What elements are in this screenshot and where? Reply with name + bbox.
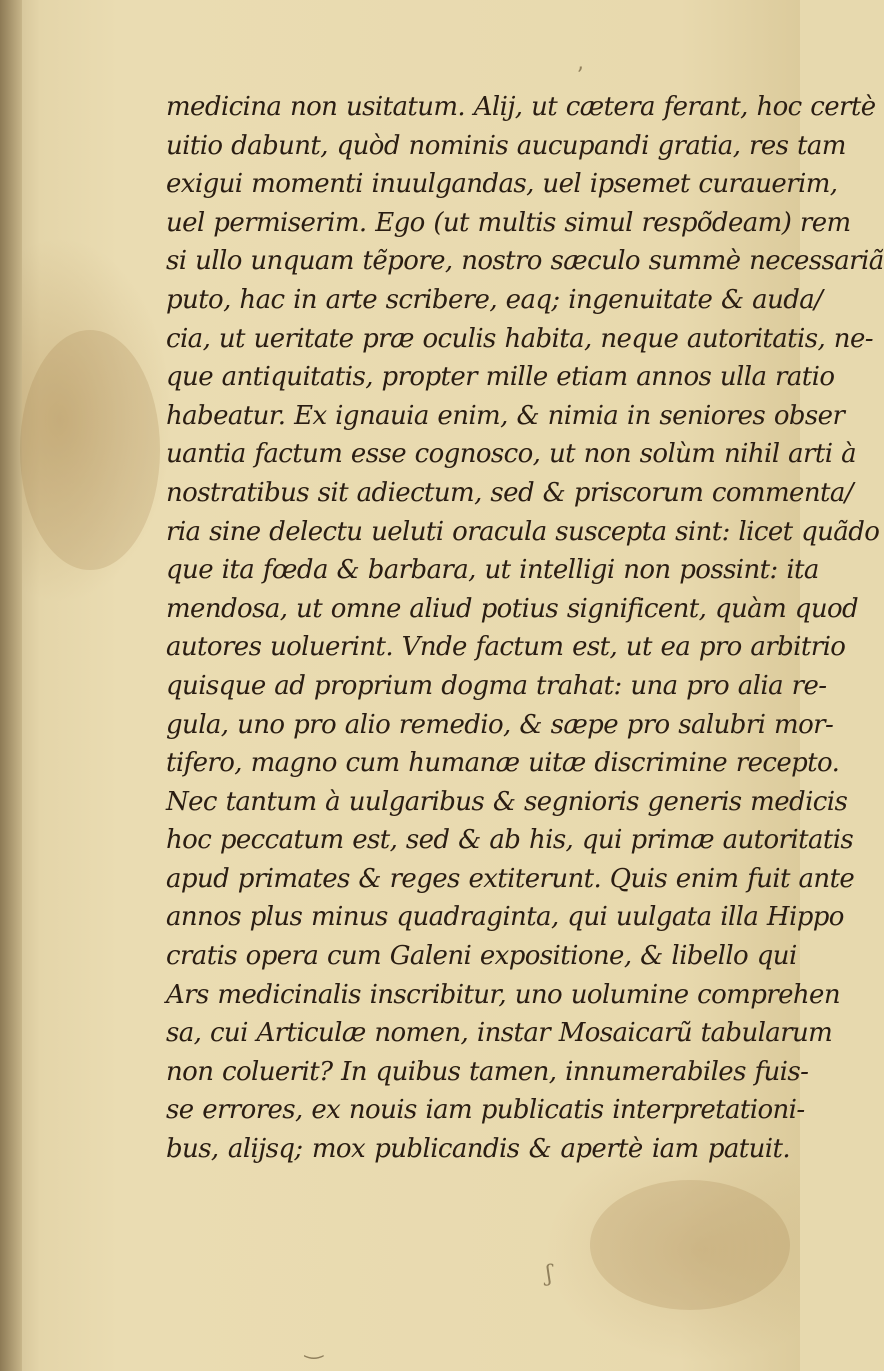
text-line: gula, uno pro alio remedio, & sæpe pro salubri mor- (166, 709, 834, 740)
text-line: bus, alijsq; mox publicandis & apertè iam patuit. (166, 1134, 790, 1165)
margin-mark: ʃ (546, 1262, 552, 1287)
text-line: Nec tantum à uulgaribus & segnioris generis medicis (166, 786, 848, 817)
text-line: annos plus minus quadraginta, qui uulgata illa Hippo (166, 902, 844, 933)
text-line: mendosa, ut omne aliud potius significent, quàm quod (166, 593, 859, 624)
text-line: tifero, magno cum humanæ uitæ discrimine recepto. (166, 748, 840, 779)
text-line: uel permiserim. Ego (ut multis simul respõdeam) rem (166, 207, 851, 238)
text-line: medicina non usitatum. Alij, ut cætera ferant, hoc certè (166, 92, 876, 122)
text-line: se errores, ex nouis iam publicatis interpretationi- (166, 1095, 805, 1126)
text-line: que ita fœda & barbara, ut intelligi non possint: ita (166, 555, 819, 586)
paper-stain (590, 1180, 790, 1310)
text-line: apud primates & reges extiterunt. Quis enim fuit ante (166, 863, 855, 894)
text-line: ria sine delectu ueluti oracula suscepta sint: licet quãdo (166, 516, 880, 547)
text-line: non coluerit? In quibus tamen, innumerabiles fuis- (166, 1056, 809, 1087)
text-line: hoc peccatum est, sed & ab his, qui primæ autoritatis (166, 825, 854, 856)
latin-text-block (166, 88, 884, 1169)
text-line: habeatur. Ex ignauia enim, & nimia in seniores obser (166, 400, 845, 431)
text-line: cratis opera cum Galeni expositione, & libello qui (166, 941, 797, 972)
text-line: quisque ad proprium dogma trahat: una pro alia re- (166, 670, 827, 701)
margin-mark: ʼ (576, 64, 583, 89)
book-gutter (0, 0, 22, 1371)
text-line: si ullo unquam tẽpore, nostro sæculo summè necessariã (166, 246, 884, 277)
text-line: uitio dabunt, quòd nominis aucupandi gratia, res tam (166, 130, 846, 161)
text-line: puto, hac in arte scribere, eaq; ingenuitate & auda/ (166, 284, 823, 315)
text-line: Ars medicinalis inscribitur, uno uolumine comprehen (166, 979, 840, 1010)
text-line: nostratibus sit adiectum, sed & priscorum commenta/ (166, 477, 853, 508)
text-line: uantia factum esse cognosco, ut non solùm nihil arti à (166, 439, 856, 470)
text-line: que antiquitatis, propter mille etiam annos ulla ratio (166, 362, 835, 393)
text-line: sa, cui Articulæ nomen, instar Mosaicarũ tabularum (166, 1018, 833, 1049)
margin-mark: ‿ (305, 1335, 323, 1360)
text-line: cia, ut ueritate præ oculis habita, neque autoritatis, ne- (166, 323, 873, 354)
paper-stain (20, 330, 160, 570)
text-line: autores uoluerint. Vnde factum est, ut ea pro arbitrio (166, 632, 846, 663)
text-line: exigui momenti inuulgandas, uel ipsemet curauerim, (166, 169, 838, 200)
